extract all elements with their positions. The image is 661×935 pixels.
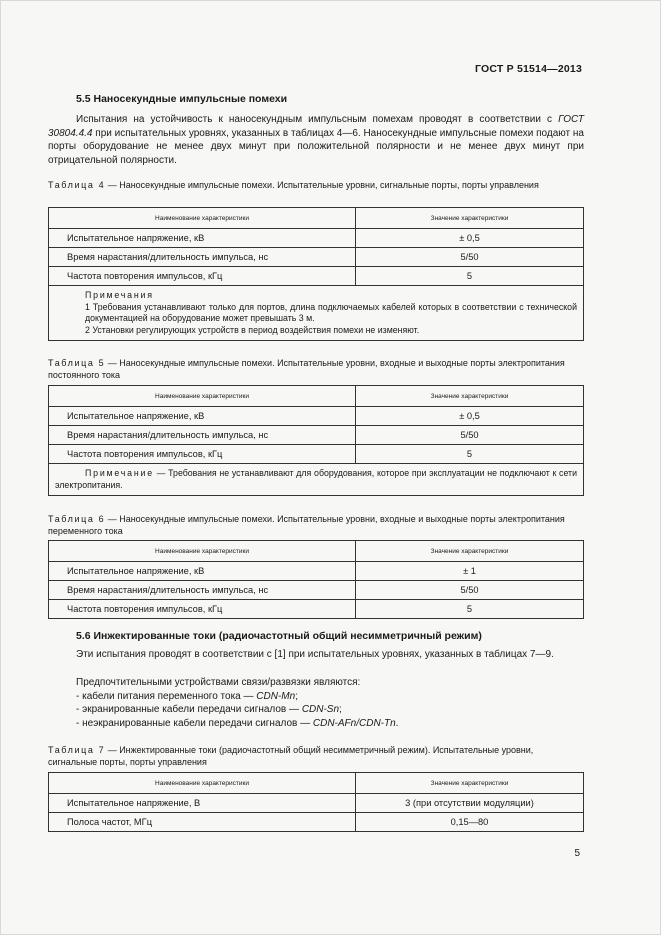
note-text: — Требования не устанавливают для оборудования, которое при эксплуатации не подключают к сети электропитания. bbox=[55, 468, 577, 490]
table-5-caption: Таблица 5 — Наносекундные импульсные помехи. Испытательные уровни, входные и выходные порты электропитания постоянного тока bbox=[48, 358, 565, 380]
section-5-5 bbox=[48, 93, 584, 105]
list-intro: Предпочтительными устройствами связи/развязки являются: bbox=[76, 677, 361, 688]
table-row: Испытательное напряжение, кВ ± 0,5 bbox=[49, 407, 584, 426]
column-header: Значение характеристики bbox=[356, 773, 584, 794]
table-row: Испытательное напряжение, В 3 (при отсутствии модуляции) bbox=[49, 794, 584, 813]
table-row: Испытательное напряжение, кВ ± 0,5 bbox=[49, 229, 584, 248]
table-row: Частота повторения импульсов, кГц 5 bbox=[49, 600, 584, 619]
section-title: 5.6 Инжектированные токи (радиочастотный общий несимметричный режим) bbox=[76, 630, 482, 642]
section-title: 5.5 Наносекундные импульсные помехи bbox=[76, 93, 288, 105]
section-5-6-paragraph: Эти испытания проводят в соответствии с [1] при испытательных уровнях, указанных в таблицах 7—9. bbox=[76, 649, 554, 660]
table-7-caption: Таблица 7 — Инжектированные токи (радиочастотный общий несимметричный режим). Испытательные уровни, сигнальные порты, порты управления bbox=[48, 745, 534, 767]
table-row: Частота повторения импульсов, кГц 5 bbox=[49, 267, 584, 286]
column-header: Наименование характеристики bbox=[49, 773, 356, 794]
table-6-caption: Таблица 6 — Наносекундные импульсные помехи. Испытательные уровни, входные и выходные порты электропитания переменного тока bbox=[48, 514, 565, 536]
table-row: Испытательное напряжение, кВ ± 1 bbox=[49, 562, 584, 581]
table-row: Частота повторения импульсов, кГц 5 bbox=[49, 445, 584, 464]
table-row: Время нарастания/длительность импульса, нс 5/50 bbox=[49, 248, 584, 267]
table-4-caption: Таблица 4 — Наносекундные импульсные помехи. Испытательные уровни, сигнальные порты, порты управления bbox=[48, 180, 539, 190]
section-5-5-paragraph: Испытания на устойчивость к наносекундным импульсным помехам проводят в соответствии с ГОСТ 30804.4.4 при испытательных уровнях, указанных в таблицах 4—6. Наносекундные импульсные помехи подают на порты оборудование не менее двух минут при положительной полярности и не менее двух минут при отрицательной полярности. bbox=[48, 114, 585, 166]
column-header: Наименование характеристики bbox=[49, 541, 356, 562]
table-note-row bbox=[49, 286, 584, 341]
page-number: 5 bbox=[574, 848, 580, 859]
column-header: Значение характеристики bbox=[356, 208, 584, 229]
list-item: - кабели питания переменного тока — CDN-Mn; bbox=[76, 690, 298, 702]
table-6 bbox=[48, 540, 584, 619]
note-item: 1 Требования устанавливают только для портов, длина подключаемых кабелей которых в соответствии с технической документацией на оборудование может превышать 3 м. bbox=[85, 301, 577, 323]
table-row: Время нарастания/длительность импульса, нс 5/50 bbox=[49, 426, 584, 445]
note-heading: Примечание bbox=[85, 468, 154, 478]
standard-reference: ГОСТ 30804.4.4 bbox=[48, 114, 585, 139]
table-row: Время нарастания/длительность импульса, нс 5/50 bbox=[49, 581, 584, 600]
column-header: Значение характеристики bbox=[356, 541, 584, 562]
table-note-row bbox=[49, 464, 584, 496]
table-7 bbox=[48, 772, 584, 832]
document-code: ГОСТ Р 51514—2013 bbox=[474, 63, 582, 75]
list-item: - неэкранированные кабели передачи сигналов — CDN-AFn/CDN-Tn. bbox=[76, 717, 399, 729]
table-4 bbox=[48, 207, 584, 341]
table-row: Полоса частот, МГц 0,15—80 bbox=[49, 813, 584, 832]
column-header: Значение характеристики bbox=[356, 386, 584, 407]
column-header: Наименование характеристики bbox=[49, 208, 356, 229]
note-heading: Примечания bbox=[85, 290, 154, 300]
section-5-6-list bbox=[48, 676, 584, 730]
table-5 bbox=[48, 385, 584, 496]
list-item: - экранированные кабели передачи сигналов — CDN-Sn; bbox=[76, 704, 342, 715]
column-header: Наименование характеристики bbox=[49, 386, 356, 407]
note-item: 2 Установки регулирующих устройств в период воздействия помехи не изменяют. bbox=[85, 324, 420, 335]
section-5-6 bbox=[48, 630, 584, 642]
